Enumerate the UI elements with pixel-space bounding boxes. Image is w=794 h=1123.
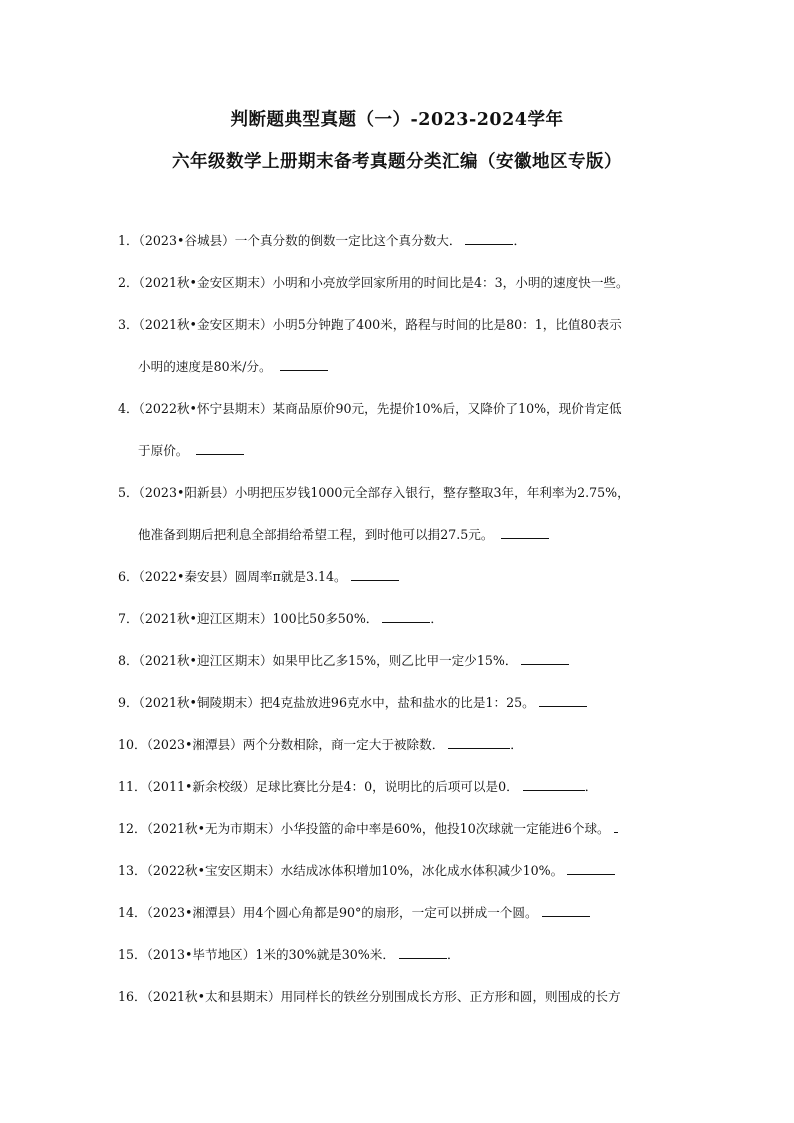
question-13 [118, 856, 686, 886]
question-number: 12． [118, 821, 147, 836]
question-number: 1． [118, 233, 139, 248]
answer-blank[interactable] [280, 356, 328, 371]
question-number: 9． [118, 695, 139, 710]
question-source: （2023•谷城县） [138, 233, 235, 248]
question-source: （2021秋•铜陵期末） [138, 695, 260, 710]
answer-blank[interactable] [465, 230, 513, 245]
answer-blank[interactable] [382, 608, 430, 623]
question-text: 水结成冰体积增加10%，冰化成水体积减少10%。 [280, 863, 564, 878]
question-11 [118, 772, 686, 802]
question-8 [118, 646, 686, 676]
question-number: 6． [118, 569, 139, 584]
answer-blank[interactable] [539, 692, 587, 707]
question-text-continued: 他准备到期后把利息全部捐给希望工程，到时他可以捐27.5元。 [138, 527, 494, 542]
question-source: （2021秋•迎江区期末） [138, 611, 273, 626]
question-number: 16． [118, 989, 147, 1004]
question-end-mark: ． [430, 611, 443, 626]
question-text: 1米的30%就是30%米． [255, 947, 395, 962]
question-source: （2022秋•怀宁县期末） [138, 401, 273, 416]
question-number: 7． [118, 611, 139, 626]
question-source: （2023•湘潭县） [146, 737, 243, 752]
question-source: （2023•阳新县） [138, 485, 235, 500]
question-9 [118, 688, 686, 718]
answer-blank[interactable] [567, 860, 615, 875]
question-number: 5． [118, 485, 139, 500]
question-text: 足球比赛比分是4：0，说明比的后项可以是0． [255, 779, 519, 794]
answer-blank[interactable] [351, 566, 399, 581]
question-source: （2021秋•迎江区期末） [138, 653, 273, 668]
question-text: 用同样长的铁丝分别围成长方形、正方形和圆，则围成的长方 [280, 989, 621, 1004]
document-subtitle: 六年级数学上册期末备考真题分类汇编（安徽地区专版） [172, 152, 622, 172]
question-text: 用4个圆心角都是90°的扇形，一定可以拼成一个圆。 [242, 905, 538, 920]
question-number: 2． [118, 275, 139, 290]
question-number: 13． [118, 863, 147, 878]
question-5 [118, 478, 686, 508]
question-3 [118, 310, 686, 340]
question-text: 圆周率π就是3.14。 [234, 569, 347, 584]
question-4 [118, 394, 686, 424]
question-text: 小明把压岁钱1000元全部存入银行，整存整取3年，年利率为2.75%， [234, 485, 630, 500]
answer-blank[interactable] [196, 440, 244, 455]
question-source: （2021秋•太和县期末） [146, 989, 281, 1004]
question-source: （2021秋•金安区期末） [138, 275, 273, 290]
answer-blank[interactable] [448, 734, 510, 749]
question-number: 4． [118, 401, 139, 416]
question-4-continuation [138, 436, 244, 466]
question-number: 14． [118, 905, 147, 920]
question-number: 10． [118, 737, 147, 752]
answer-blank[interactable] [521, 650, 569, 665]
question-7 [118, 604, 686, 634]
question-number: 8． [118, 653, 139, 668]
question-source: （2021秋•无为市期末） [146, 821, 281, 836]
question-end-mark: ． [513, 233, 527, 248]
question-text: 把4克盐放进96克水中，盐和盐水的比是1：25。 [259, 695, 535, 710]
answer-blank[interactable] [542, 902, 590, 917]
question-source: （2022•秦安县） [138, 569, 235, 584]
question-14 [118, 898, 686, 928]
document-title: 判断题典型真题（一）-2023-2024学年 [230, 110, 564, 130]
question-number: 15． [118, 947, 147, 962]
answer-blank[interactable] [501, 524, 549, 539]
question-number: 11． [118, 779, 147, 794]
question-text-continued: 小明的速度是80米/分。 [138, 359, 272, 374]
question-text: 小明5分钟跑了400米，路程与时间的比是80：1，比值80表示 [272, 317, 622, 332]
question-16 [118, 982, 686, 1012]
question-text: 某商品原价90元，先提价10%后，又降价了10%，现价肯定低 [272, 401, 622, 416]
question-10 [118, 730, 686, 760]
question-text: 两个分数相除，商一定大于被除数． [242, 737, 445, 752]
question-text: 如果甲比乙多15%，则乙比甲一定少15%． [272, 653, 518, 668]
question-end-mark: ． [584, 779, 598, 794]
question-3-continuation [138, 352, 328, 382]
question-source: （2013•毕节地区） [146, 947, 256, 962]
question-source: （2023•湘潭县） [146, 905, 243, 920]
question-end-mark: ． [446, 947, 460, 962]
question-source: （2021秋•金安区期末） [138, 317, 273, 332]
question-number: 3． [118, 317, 139, 332]
question-text-continued: 于原价。 [138, 443, 189, 458]
question-12 [118, 814, 686, 844]
question-end-mark: ． [510, 737, 523, 752]
question-text: 一个真分数的倒数一定比这个真分数大． [234, 233, 462, 248]
question-15 [118, 940, 686, 970]
question-text: 小明和小亮放学回家所用的时间比是4：3，小明的速度快一些。 [272, 275, 629, 290]
question-source: （2011•新余校级） [146, 779, 256, 794]
question-6 [118, 562, 686, 592]
answer-blank[interactable] [399, 944, 447, 959]
question-text: 100比50多50%． [272, 611, 379, 626]
answer-blank[interactable] [614, 818, 618, 833]
answer-blank[interactable] [523, 776, 585, 791]
question-5-continuation [138, 520, 549, 550]
question-source: （2022秋•宝安区期末） [146, 863, 281, 878]
question-2 [118, 268, 686, 298]
question-1 [118, 226, 686, 256]
question-text: 小华投篮的命中率是60%，他投10次球就一定能进6个球。 [280, 821, 610, 836]
